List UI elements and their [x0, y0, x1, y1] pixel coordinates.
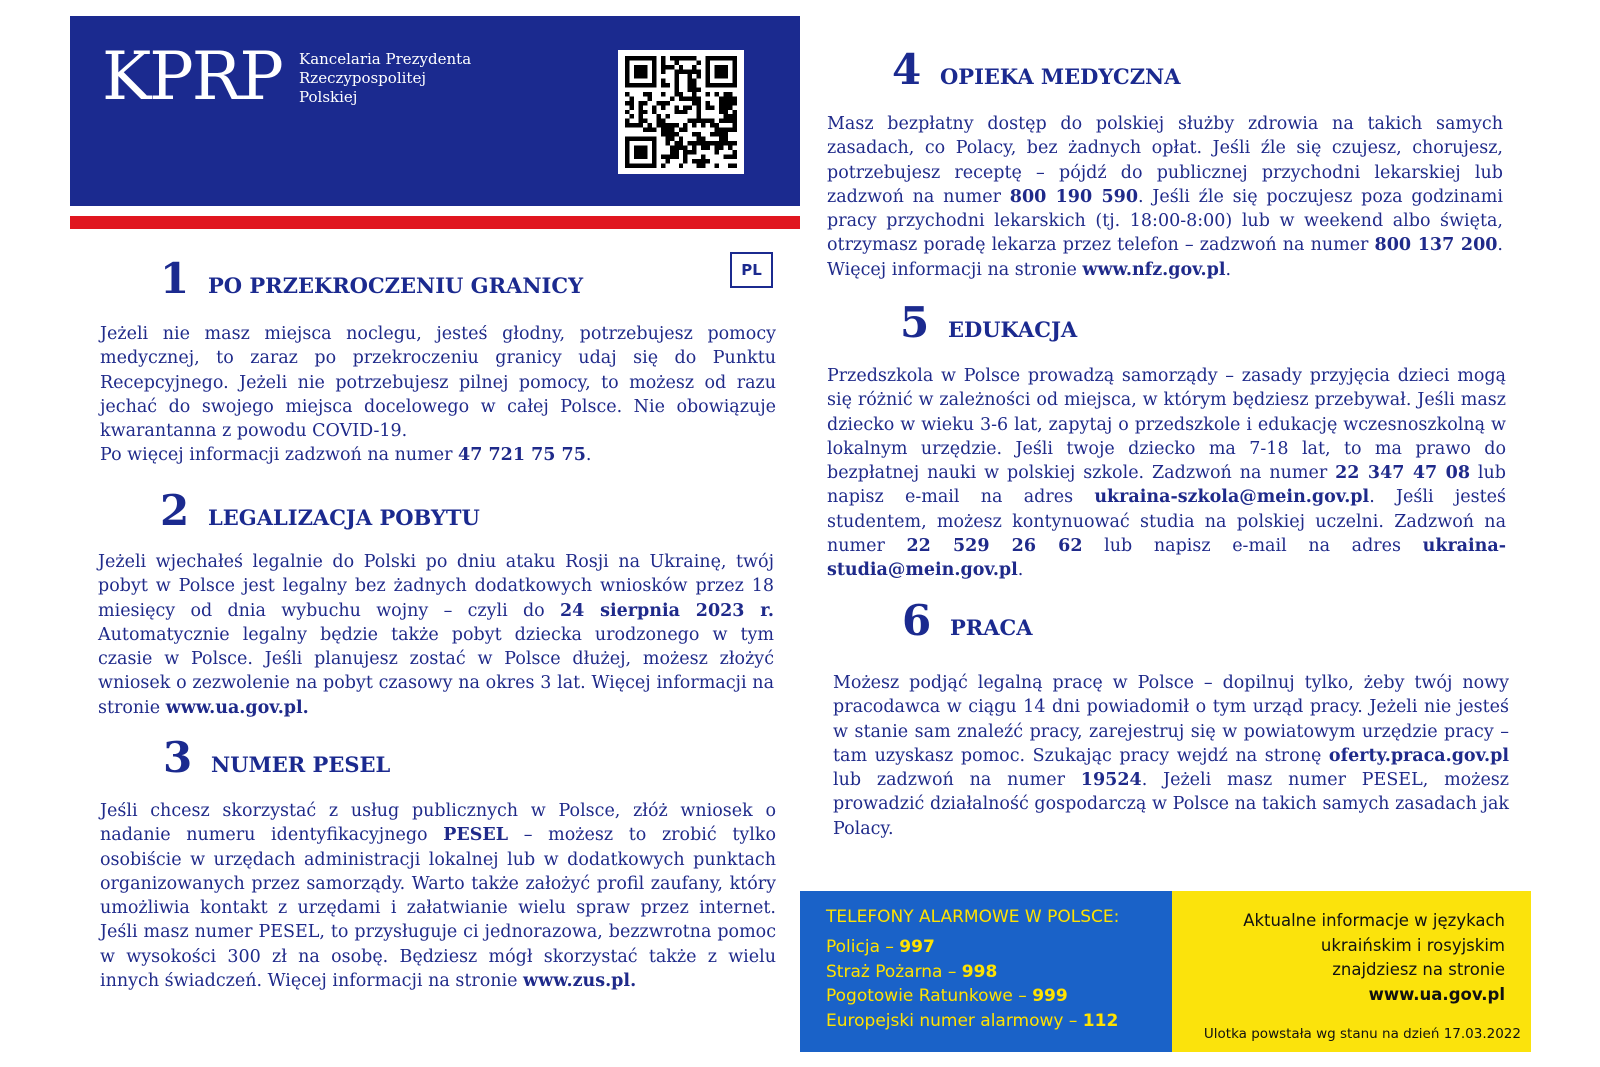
info-text — [1243, 909, 1505, 1007]
section-title: PRACA — [950, 615, 1033, 640]
emergency-number[interactable]: 998 — [961, 961, 998, 982]
highlighted-text: 47 721 75 75 — [458, 445, 586, 466]
emergency-item — [826, 935, 1118, 960]
emergency-item — [826, 984, 1118, 1009]
org-line: Polskiej — [299, 88, 358, 106]
section-paragraph — [827, 112, 1503, 282]
red-stripe — [70, 216, 800, 229]
highlighted-text: 800 137 200 — [1374, 235, 1498, 256]
emergency-numbers-box — [800, 891, 1172, 1052]
section-number: 5 — [900, 298, 930, 347]
section-body — [98, 550, 774, 720]
text-run: . — [1225, 259, 1232, 280]
emergency-item — [826, 1009, 1118, 1034]
highlighted-text: www.nfz.gov.pl — [1082, 259, 1226, 280]
highlighted-text: PESEL — [443, 825, 509, 846]
section-education — [900, 298, 1460, 347]
text-run: Automatycznie legalny będzie także pobyt dziecka urodzonego w tym czasie w Polsce. Jeśli planujesz zostać w Polsce dłużej, możesz złożyć wniosek o zezwolenie na pobyt czasowy na okres 3 lat. Więcej informacji na stronie — [98, 624, 774, 718]
section-number: 6 — [902, 596, 932, 645]
section-title: NUMER PESEL — [211, 752, 391, 777]
text-run: . Jeśli źle się poczujesz poza godzinami pracy przychodni lekarskich (tj. 18:00-8:00) lub w weekend albo święta, otrzymasz poradę lekarza przez telefon – zadzwoń na numer — [827, 186, 1503, 256]
highlighted-text: ukraina-szkola@mein.gov.pl — [1094, 487, 1370, 508]
emergency-label: Straż Pożarna – — [826, 961, 962, 982]
section-healthcare — [892, 45, 1452, 94]
text-run: – możesz to zrobić tylko osobiście w urzędach administracji lokalnej lub w dodatkowych punktach organizowanych przez samorządy. Warto także założyć profil zaufany, który umożliwia kontakt z urzędami i załatwianie wielu spraw przez internet. Jeśli masz numer PESEL, to przysługuje ci jednorazowa, bezzwrotna pomoc w wysokości 300 zł na osobę. Będziesz mógł skorzystać także z wielu innych świadczeń. Więcej informacji na stronie — [100, 825, 776, 992]
highlighted-text: 800 190 590 — [1009, 186, 1138, 207]
highlighted-text: 22 347 47 08 — [1335, 463, 1471, 484]
text-run: lub zadzwoń na numer — [833, 770, 1081, 791]
highlighted-text: www.zus.pl. — [523, 971, 637, 992]
section-body — [827, 364, 1506, 583]
text-run: Jeżeli nie masz miejsca noclegu, jesteś głodny, potrzebujesz pomocy medycznej, to zaraz po przekroczeniu granicy udaj się do Punktu Recepcyjnego. Jeżeli nie potrzebujesz pilnej pomocy, to możesz od razu jechać do swojego miejsca docelowego w całej Polsce. Nie obowiązuje kwarantanna z powodu COVID-19. — [100, 324, 776, 442]
section-title: PO PRZEKROCZENIU GRANICY — [208, 273, 584, 298]
text-run: . Jeżeli masz numer PESEL, możesz prowadzić działalność gospodarczą w Polsce na takich samych zasadach jak Polacy. — [833, 770, 1509, 839]
info-line: ukraińskim i rosyjskim — [1320, 935, 1505, 955]
section-paragraph — [100, 799, 776, 993]
section-residence — [160, 486, 720, 535]
emergency-label: Europejski numer alarmowy – — [826, 1010, 1083, 1031]
section-number: 3 — [163, 733, 193, 782]
highlighted-text: ukraina-studia@mein.gov.pl — [827, 536, 1506, 581]
text-run: Po więcej informacji zadzwoń na numer — [100, 445, 459, 466]
text-run: lub napisz e-mail na adres — [1082, 536, 1423, 557]
text-run: Przedszkola w Polsce prowadzą samorządy – zasady przyjęcia dzieci mogą się różnić w zależności od miejsca, w którym będziesz przebywał. Jeśli masz dziecko w wieku 3-6 lat, zapytaj o przedszkole i edukację wczesnoszkolną w lokalnym urzędzie. Jeśli twoje dziecko ma 7-18 lat, to ma prawo do bezpłatnej nauki w polskiej szkole. Zadzwoń na numer — [827, 366, 1506, 484]
section-title: EDUKACJA — [948, 317, 1078, 342]
text-run: Jeżeli wjechałeś legalnie do Polski po dniu ataku Rosji na Ukrainę, twój pobyt w Polsce jest legalny bez żadnych dodatkowych wniosków przez 18 miesięcy od dnia wybuchu wojny – czyli do — [98, 552, 774, 621]
section-body — [100, 799, 776, 993]
emergency-title: TELEFONY ALARMOWE W POLSCE: — [826, 907, 1120, 927]
text-run: Masz bezpłatny dostęp do polskiej służby zdrowia na takich samych zasadach, co Polacy, bez żadnych opłat. Jeśli źle się czujesz, chorujesz, potrzebujesz receptę – pójdź do publicznej przychodni lekarskiej lub zadzwoń na numer — [827, 114, 1503, 207]
header-banner — [70, 16, 800, 206]
text-run: . Więcej informacji na stronie — [827, 235, 1503, 280]
info-line: znajdziesz na stronie — [1332, 960, 1505, 979]
info-box — [1172, 891, 1531, 1052]
highlighted-text: 24 sierpnia 2023 r. — [560, 600, 774, 621]
section-title: OPIEKA MEDYCZNA — [940, 64, 1181, 89]
section-paragraph — [827, 364, 1506, 583]
section-number: 1 — [160, 254, 190, 303]
language-badge: PL — [730, 252, 773, 288]
section-work — [902, 596, 1462, 645]
qr-code-icon[interactable] — [618, 50, 744, 174]
section-number: 4 — [892, 45, 922, 94]
highlighted-text: 19524 — [1080, 770, 1142, 791]
section-paragraph — [833, 671, 1509, 841]
section-paragraph — [100, 443, 776, 467]
section-body — [833, 671, 1509, 841]
section-body — [100, 322, 776, 468]
section-border-crossing — [160, 254, 720, 303]
text-run: . — [1017, 560, 1024, 581]
section-number: 2 — [160, 486, 190, 535]
info-url[interactable]: www.ua.gov.pl — [1368, 984, 1505, 1004]
emergency-label: Pogotowie Ratunkowe – — [826, 986, 1033, 1006]
highlighted-text: oferty.praca.gov.pl — [1328, 745, 1509, 766]
text-run: . — [585, 445, 592, 466]
emergency-number[interactable]: 112 — [1082, 1010, 1119, 1031]
kprp-logo: KPRP — [102, 38, 282, 115]
org-line: Kancelaria Prezydenta — [299, 50, 472, 68]
emergency-label: Policja – — [826, 937, 900, 957]
text-run: lub napisz e-mail na adres — [827, 463, 1506, 508]
section-pesel — [163, 733, 723, 782]
info-url-link[interactable] — [1243, 983, 1505, 1008]
emergency-number[interactable]: 997 — [899, 937, 935, 957]
section-body — [827, 112, 1503, 282]
section-paragraph — [100, 322, 776, 443]
info-line: Aktualne informacje w językach — [1243, 911, 1505, 930]
org-line: Rzeczypospolitej — [299, 69, 426, 87]
text-run: Jeśli chcesz skorzystać z usług publicznych w Polsce, złóż wniosek o nadanie numeru identyfikacyjnego — [100, 801, 776, 846]
emergency-number[interactable]: 999 — [1032, 986, 1068, 1006]
leaflet-date-note: Ulotka powstała wg stanu na dzień 17.03.2022 — [1203, 1026, 1521, 1042]
emergency-item — [826, 960, 1118, 985]
text-run: . Jeśli jesteś studentem, możesz kontynuować studia na polskiej uczelni. Zadzwoń na numer — [827, 487, 1506, 557]
section-title: LEGALIZACJA POBYTU — [208, 505, 480, 530]
organization-name — [299, 50, 471, 107]
highlighted-text: 22 529 26 62 — [906, 536, 1083, 557]
highlighted-text: www.ua.gov.pl. — [165, 697, 309, 718]
text-run: Możesz podjąć legalną pracę w Polsce – dopilnuj tylko, żeby twój nowy pracodawca w ciągu 14 dni powiadomił o tym urząd pracy. Jeżeli nie jesteś w stanie sam znaleźć pracy, zarejestruj się w powiatowym urzędzie pracy – tam uzyskasz pomoc. Szukając pracy wejdź na stronę — [833, 673, 1509, 766]
emergency-list — [826, 935, 1118, 1033]
section-paragraph — [98, 550, 774, 720]
